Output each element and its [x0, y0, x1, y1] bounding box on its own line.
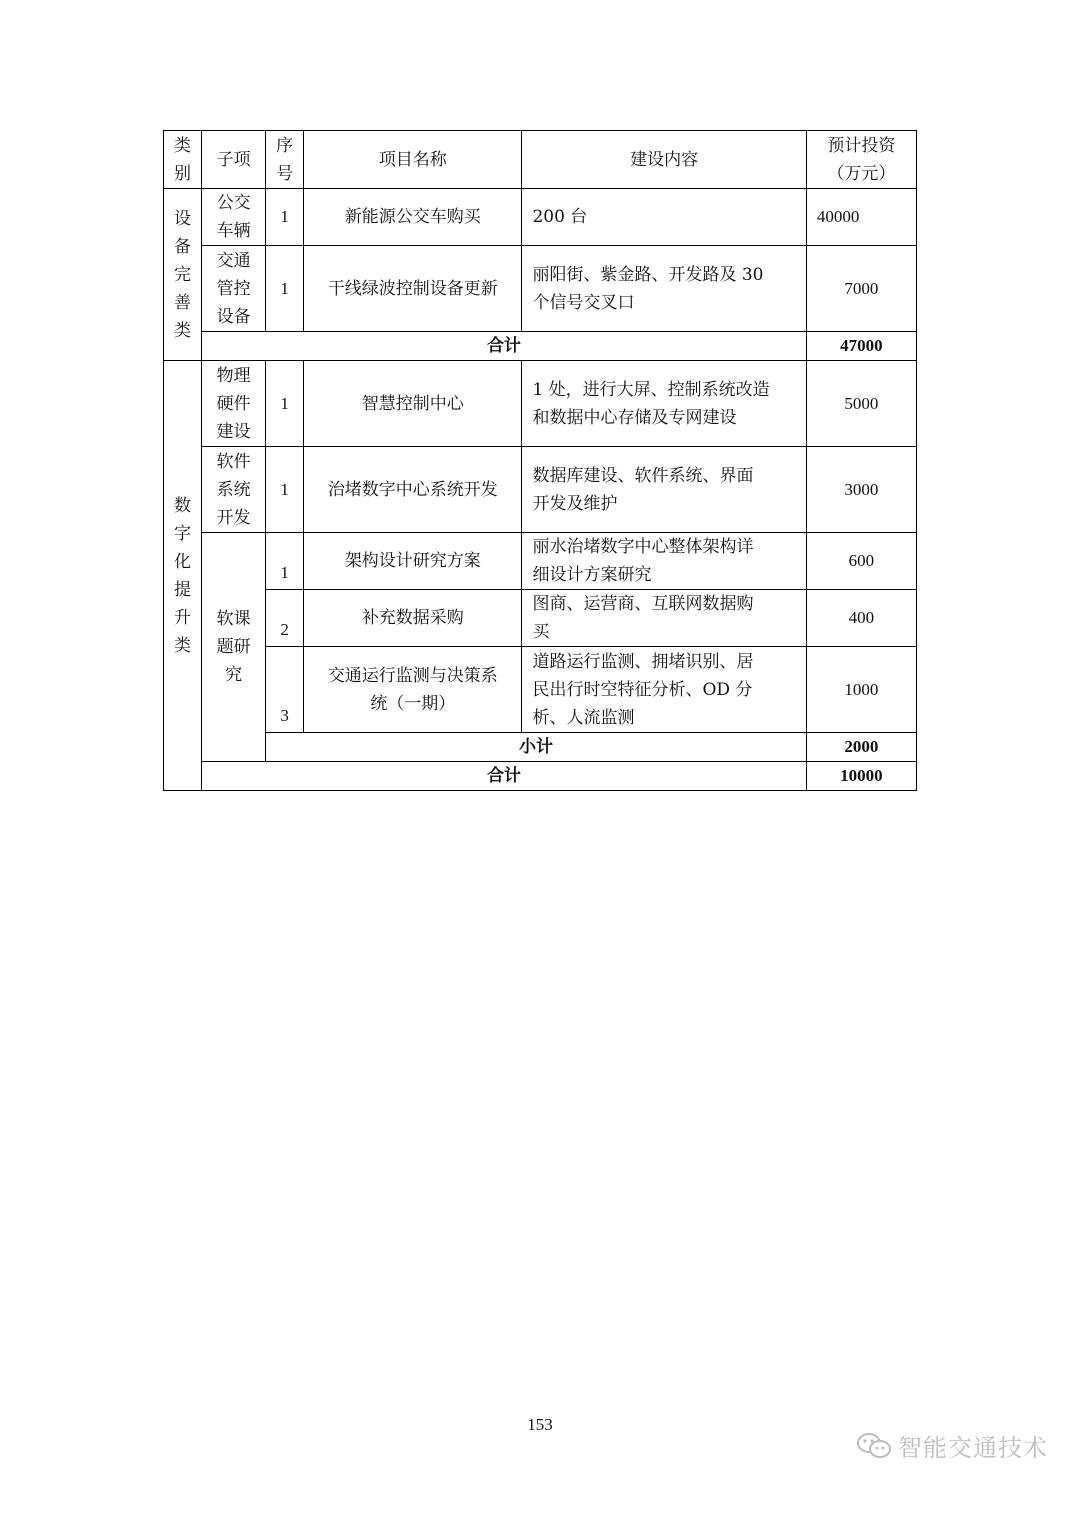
seq-cell: 1 [266, 533, 304, 590]
watermark-text: 智能交通技术 [898, 1434, 1048, 1462]
content-cell: 1 处，进行大屏、控制系统改造 和数据中心存储及专网建设 [522, 361, 806, 447]
content-cell: 丽水治堵数字中心整体架构详 细设计方案研究 [522, 533, 806, 590]
subitem-research: 软课 题研 究 [202, 533, 266, 762]
table-row [164, 361, 917, 447]
total-value: 47000 [806, 332, 916, 361]
category-digital: 数 字 化 提 升 类 [164, 361, 202, 791]
investment-table [163, 130, 917, 791]
budget-cell: 40000 [806, 189, 916, 246]
header-name: 项目名称 [304, 131, 522, 189]
header-category: 类 别 [164, 131, 202, 189]
total-label: 合计 [202, 332, 807, 361]
budget-cell: 400 [806, 590, 916, 647]
seq-cell: 3 [266, 647, 304, 733]
content-cell: 丽阳街、紫金路、开发路及 30 个信号交叉口 [522, 246, 806, 332]
budget-cell: 3000 [806, 447, 916, 533]
table-row [164, 533, 917, 590]
budget-cell: 7000 [806, 246, 916, 332]
budget-cell: 5000 [806, 361, 916, 447]
header-content: 建设内容 [522, 131, 806, 189]
subitem-cell: 物理 硬件 建设 [202, 361, 266, 447]
header-budget: 预计投资 （万元） [806, 131, 916, 189]
page-number: 153 [527, 1415, 553, 1434]
subitem-cell: 交通 管控 设备 [202, 246, 266, 332]
table-row [164, 447, 917, 533]
content-cell: 200 台 [522, 189, 806, 246]
name-cell: 治堵数字中心系统开发 [304, 447, 522, 533]
seq-cell: 1 [266, 246, 304, 332]
seq-cell: 2 [266, 590, 304, 647]
wechat-icon [856, 1431, 892, 1461]
header-row [164, 131, 917, 189]
subtotal-row [164, 733, 917, 762]
name-cell: 新能源公交车购买 [304, 189, 522, 246]
total-label: 合计 [202, 762, 807, 791]
seq-cell: 1 [266, 189, 304, 246]
name-cell: 架构设计研究方案 [304, 533, 522, 590]
seq-cell: 1 [266, 447, 304, 533]
subtotal-value: 2000 [806, 733, 916, 762]
header-seq: 序 号 [266, 131, 304, 189]
name-cell: 补充数据采购 [304, 590, 522, 647]
content-cell: 数据库建设、软件系统、界面 开发及维护 [522, 447, 806, 533]
content-cell: 图商、运营商、互联网数据购 买 [522, 590, 806, 647]
header-subitem: 子项 [202, 131, 266, 189]
budget-cell: 1000 [806, 647, 916, 733]
total-row [164, 332, 917, 361]
name-cell: 交通运行监测与决策系 统（一期） [304, 647, 522, 733]
table-row [164, 647, 917, 733]
name-cell: 智慧控制中心 [304, 361, 522, 447]
subtotal-label: 小计 [266, 733, 807, 762]
budget-cell: 600 [806, 533, 916, 590]
seq-cell: 1 [266, 361, 304, 447]
name-cell: 干线绿波控制设备更新 [304, 246, 522, 332]
subitem-cell: 公交 车辆 [202, 189, 266, 246]
watermark [856, 1428, 1048, 1463]
total-row [164, 762, 917, 791]
table-row [164, 246, 917, 332]
subitem-cell: 软件 系统 开发 [202, 447, 266, 533]
category-equipment: 设 备 完 善 类 [164, 189, 202, 361]
total-value: 10000 [806, 762, 916, 791]
table-row [164, 590, 917, 647]
table-row [164, 189, 917, 246]
content-cell: 道路运行监测、拥堵识别、居 民出行时空特征分析、OD 分 析、人流监测 [522, 647, 806, 733]
